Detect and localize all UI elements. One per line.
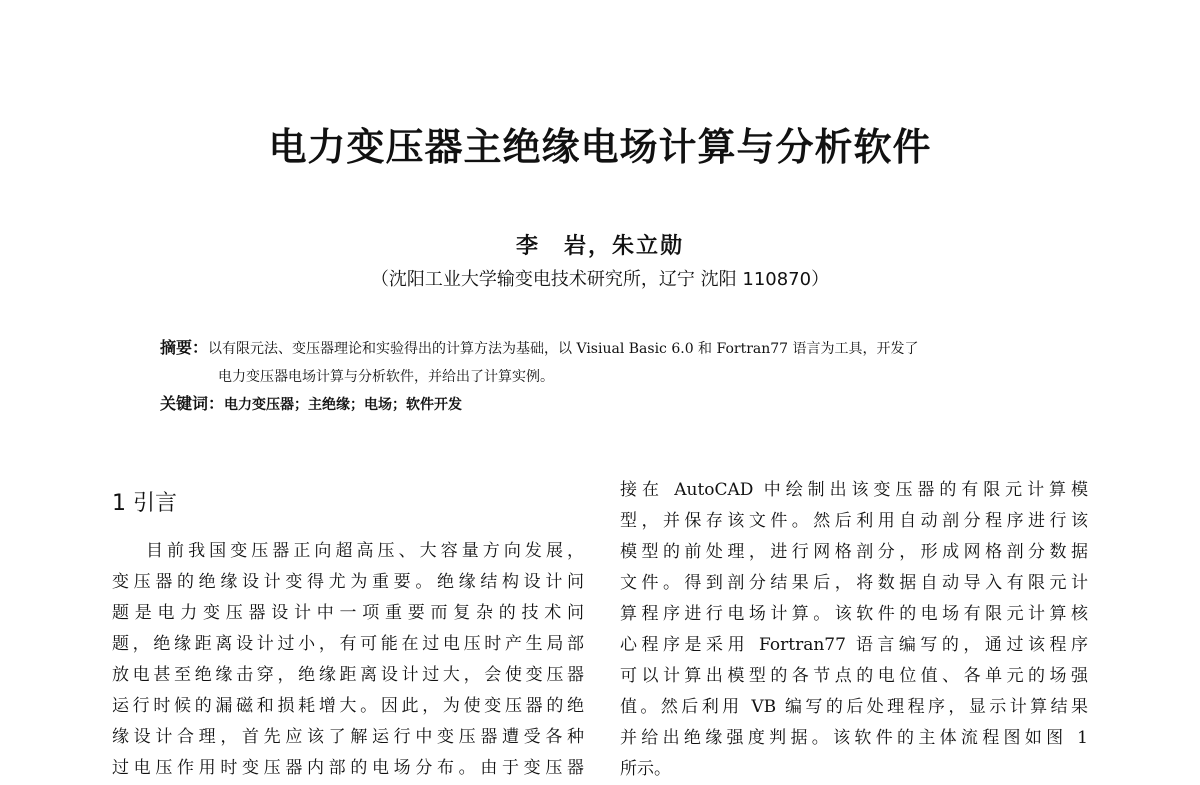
right-column-body (620, 475, 1088, 785)
paper-title: 电力变压器主绝缘电场计算与分析软件 (268, 125, 932, 169)
right-line: 心程序是采用 Fortran77 语言编写的，通过该程序 (620, 635, 1088, 655)
keywords-label: 关键词： (160, 394, 225, 413)
section-heading-introduction: 1 引言 (112, 491, 177, 516)
right-line: 值。然后利用 VB 编写的后处理程序，显示计算结果 (620, 697, 1088, 717)
abstract (160, 334, 1060, 391)
right-line: 所示。 (620, 759, 671, 779)
abstract-label: 摘要： (160, 338, 209, 357)
left-line: 放电甚至绝缘击穿，绝缘距离设计过大，会使变压器 (112, 665, 584, 685)
left-column-body (112, 536, 584, 784)
abstract-text-1: 以有限元法、变压器理论和实验得出的计算方法为基础，以 Visiual Basic 6.0 和 Fortran77 语言为工具，开发了 (208, 341, 919, 357)
left-line: 过电压作用时变压器内部的电场分布。由于变压器 (112, 758, 584, 778)
right-line: 接在 AutoCAD 中绘制出该变压器的有限元计算模 (620, 480, 1088, 500)
abstract-line-1 (160, 334, 1060, 363)
left-line: 运行时候的漏磁和损耗增大。因此，为使变压器的绝 (112, 696, 584, 716)
left-line: 目前我国变压器正向超高压、大容量方向发展， (146, 541, 584, 561)
abstract-line-2: 电力变压器电场计算与分析软件，并给出了计算实例。 (218, 369, 554, 385)
left-line: 缘设计合理，首先应该了解运行中变压器遭受各种 (112, 727, 584, 747)
right-line: 算程序进行电场计算。该软件的电场有限元计算核 (620, 604, 1088, 624)
keywords-text: 电力变压器；主绝缘；电场；软件开发 (224, 397, 463, 413)
right-line: 模型的前处理，进行网格剖分，形成网格剖分数据 (620, 542, 1088, 562)
left-line: 题，绝缘距离设计过小，有可能在过电压时产生局部 (112, 634, 584, 654)
affiliation: （沈阳工业大学输变电技术研究所，辽宁 沈阳 110870） (370, 269, 830, 290)
right-line: 并给出绝缘强度判据。该软件的主体流程图如图 1 (620, 728, 1088, 748)
right-line: 型，并保存该文件。然后利用自动剖分程序进行该 (620, 511, 1088, 531)
authors: 李 岩，朱立勋 (515, 233, 684, 259)
right-line: 文件。得到剖分结果后，将数据自动导入有限元计 (620, 573, 1088, 593)
left-line: 题是电力变压器设计中一项重要而复杂的技术问 (112, 603, 584, 623)
right-line: 可以计算出模型的各节点的电位值、各单元的场强 (620, 666, 1088, 686)
keywords (160, 390, 1060, 419)
left-line: 变压器的绝缘设计变得尤为重要。绝缘结构设计问 (112, 572, 584, 592)
